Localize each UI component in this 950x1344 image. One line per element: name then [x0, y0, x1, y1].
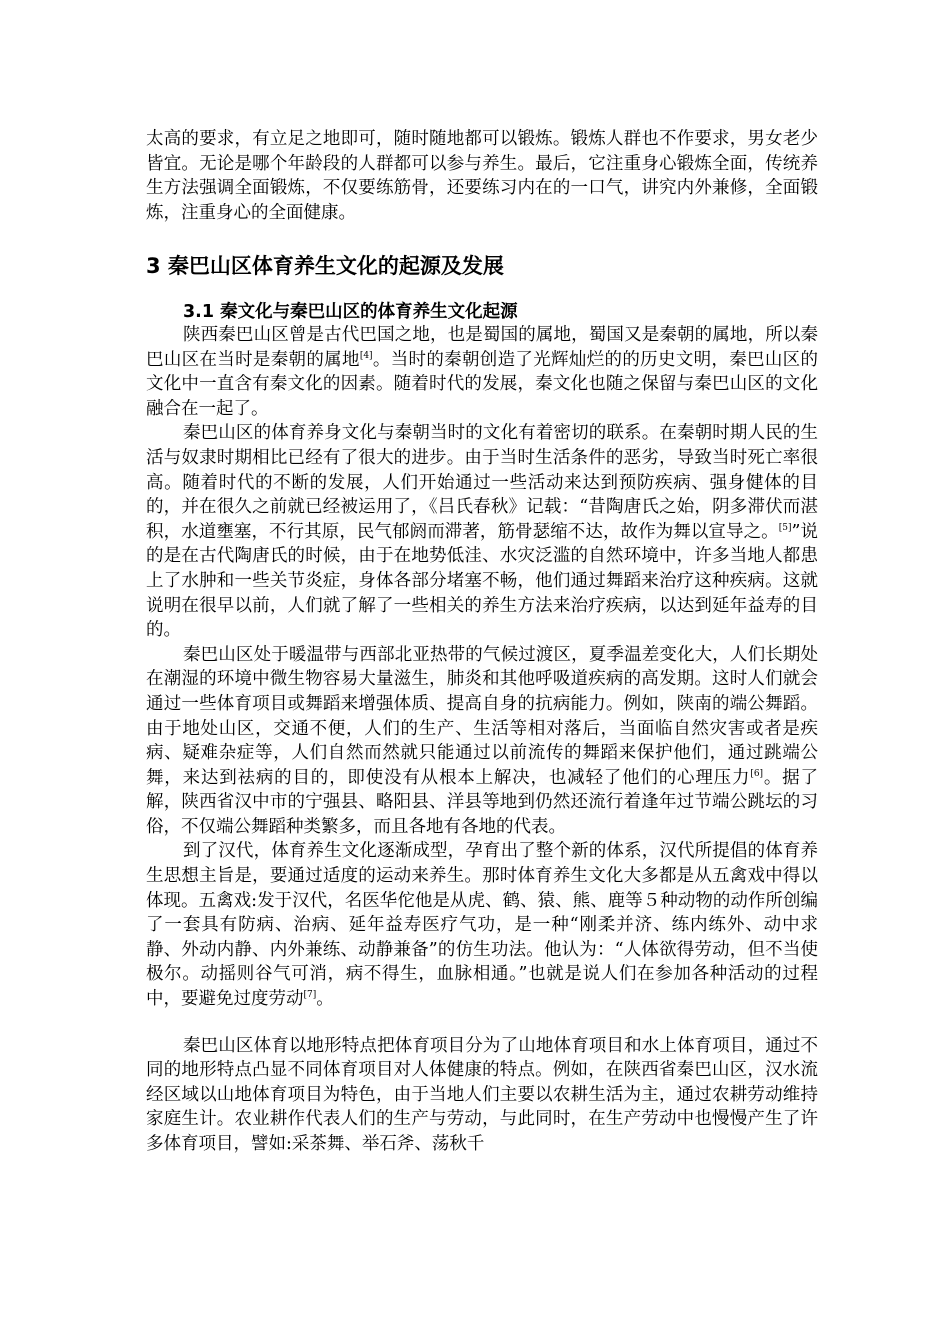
paragraph-4-text: 到了汉代，体育养生文化逐渐成型，孕育出了整个新的体系，汉代所提倡的体育养生思想主旨是，要通过适度的运动来养生。那时体育养生文化大多都是从五禽戏中得以体现。五禽戏:发于汉代，名医华佗他是从虎、鹤、猿、熊、鹿等５种动物的动作所创编了一套具有防病、治病、延年益寿医疗气功，是一种“刚柔并济、练内练外、动中求静、外动内静、内外兼练、动静兼备”的仿生功法。他认为：“人体欲得劳动，但不当使极尔。动摇则谷气可消，病不得生，血脉相通。”也就是说人们在参加各种活动的过程中，要避免过度劳动	[146, 841, 818, 1010]
paragraph-2-text-cont: ”说的是在古代陶唐氏的时候，由于在地势低洼、水灾泛滥的自然环境中，许多当地人都患上了水肿和一些关节炎症，身体各部分堵塞不畅，他们通过舞蹈来治疗这种疾病。这就说明在很早以前，人们就了解了一些相关的养生方法来治疗疾病，以达到延年益寿的目的。	[146, 521, 818, 641]
paragraph-2	[146, 421, 818, 642]
citation-6: [6]	[750, 768, 764, 779]
intro-paragraph: 太高的要求，有立足之地即可，随时随地都可以锻炼。锻炼人群也不作要求，男女老少皆宜。无论是哪个年龄段的人群都可以参与养生。最后，它注重身心锻炼全面，传统养生方法强调全面锻炼，不仅要练筋骨，还要练习内在的一口气，讲究内外兼修，全面锻炼，注重身心的全面健康。	[146, 129, 818, 223]
paragraph-3-text-cont: 。据了解，陕西省汉中市的宁强县、略阳县、洋县等地到仍然还流行着逢年过节端公跳坛的习俗，不仅端公舞蹈种类繁多，而且各地有各地的代表。	[146, 767, 818, 837]
paragraph-1	[146, 323, 818, 421]
paragraph-3	[146, 643, 818, 840]
citation-5: [5]	[778, 522, 792, 533]
paragraph-1-text: 陕西秦巴山区曾是古代巴国之地，也是蜀国的属地，蜀国又是秦朝的属地，所以秦巴山区在当时是秦朝的属地	[146, 325, 818, 370]
paragraph-2-text: 秦巴山区的体育养身文化与秦朝当时的文化有着密切的联系。在秦朝时期人民的生活与奴隶时期相比已经有了很大的进步。由于当时生活条件的恶劣，导致当时死亡率很高。随着时代的不断的发展，人们开始通过一些活动来达到预防疾病、强身健体的目的，并在很久之前就已经被运用了，《吕氏春秋》记载：“昔陶唐氏之始，阴多滞伏而湛积，水道壅塞，不行其原，民气郁阏而滞著，筋骨瑟缩不达，故作为舞以宣导之。	[146, 423, 818, 542]
paragraph-4-text-cont: 。	[316, 989, 334, 1010]
citation-4: [4]	[359, 350, 373, 361]
paragraph-3-text: 秦巴山区处于暖温带与西部北亚热带的气候过渡区，夏季温差变化大，人们长期处在潮湿的环境中微生物容易大量滋生，肺炎和其他呼吸道疾病的高发期。这时人们就会通过一些体育项目或舞蹈来增强体质、提高自身的抗病能力。例如，陕南的端公舞蹈。由于地处山区，交通不便，人们的生产、生活等相对落后，当面临自然灾害或者是疾病、疑难杂症等，人们自然而然就只能通过以前流传的舞蹈来保护他们，通过跳端公舞，来达到祛病的目的，即使没有从根本上解决，也减轻了他们的心理压力	[146, 644, 818, 788]
paragraph-1-text-cont: 。当时的秦朝创造了光辉灿烂的的历史文明，秦巴山区的文化中一直含有秦文化的因素。随着时代的发展，秦文化也随之保留与秦巴山区的文化融合在一起了。	[146, 349, 818, 419]
subsection-heading: 3.1 秦文化与秦巴山区的体育养生文化起源	[183, 302, 518, 322]
body-text	[146, 323, 818, 1157]
paragraph-5: 秦巴山区体育以地形特点把体育项目分为了山地体育项目和水上体育项目，通过不同的地形特点凸显不同体育项目对人体健康的特点。例如，在陕西省秦巴山区，汉水流经区域以山地体育项目为特色，由于当地人们主要以农耕生活为主，通过农耕劳动维持家庭生计。农业耕作代表人们的生产与劳动，与此同时，在生产劳动中也慢慢产生了许多体育项目，譬如:采茶舞、举石斧、荡秋千	[146, 1035, 818, 1154]
paragraph-4	[146, 839, 818, 1011]
citation-7: [7]	[303, 990, 317, 1001]
section-heading: 3 秦巴山区体育养生文化的起源及发展	[146, 254, 504, 278]
